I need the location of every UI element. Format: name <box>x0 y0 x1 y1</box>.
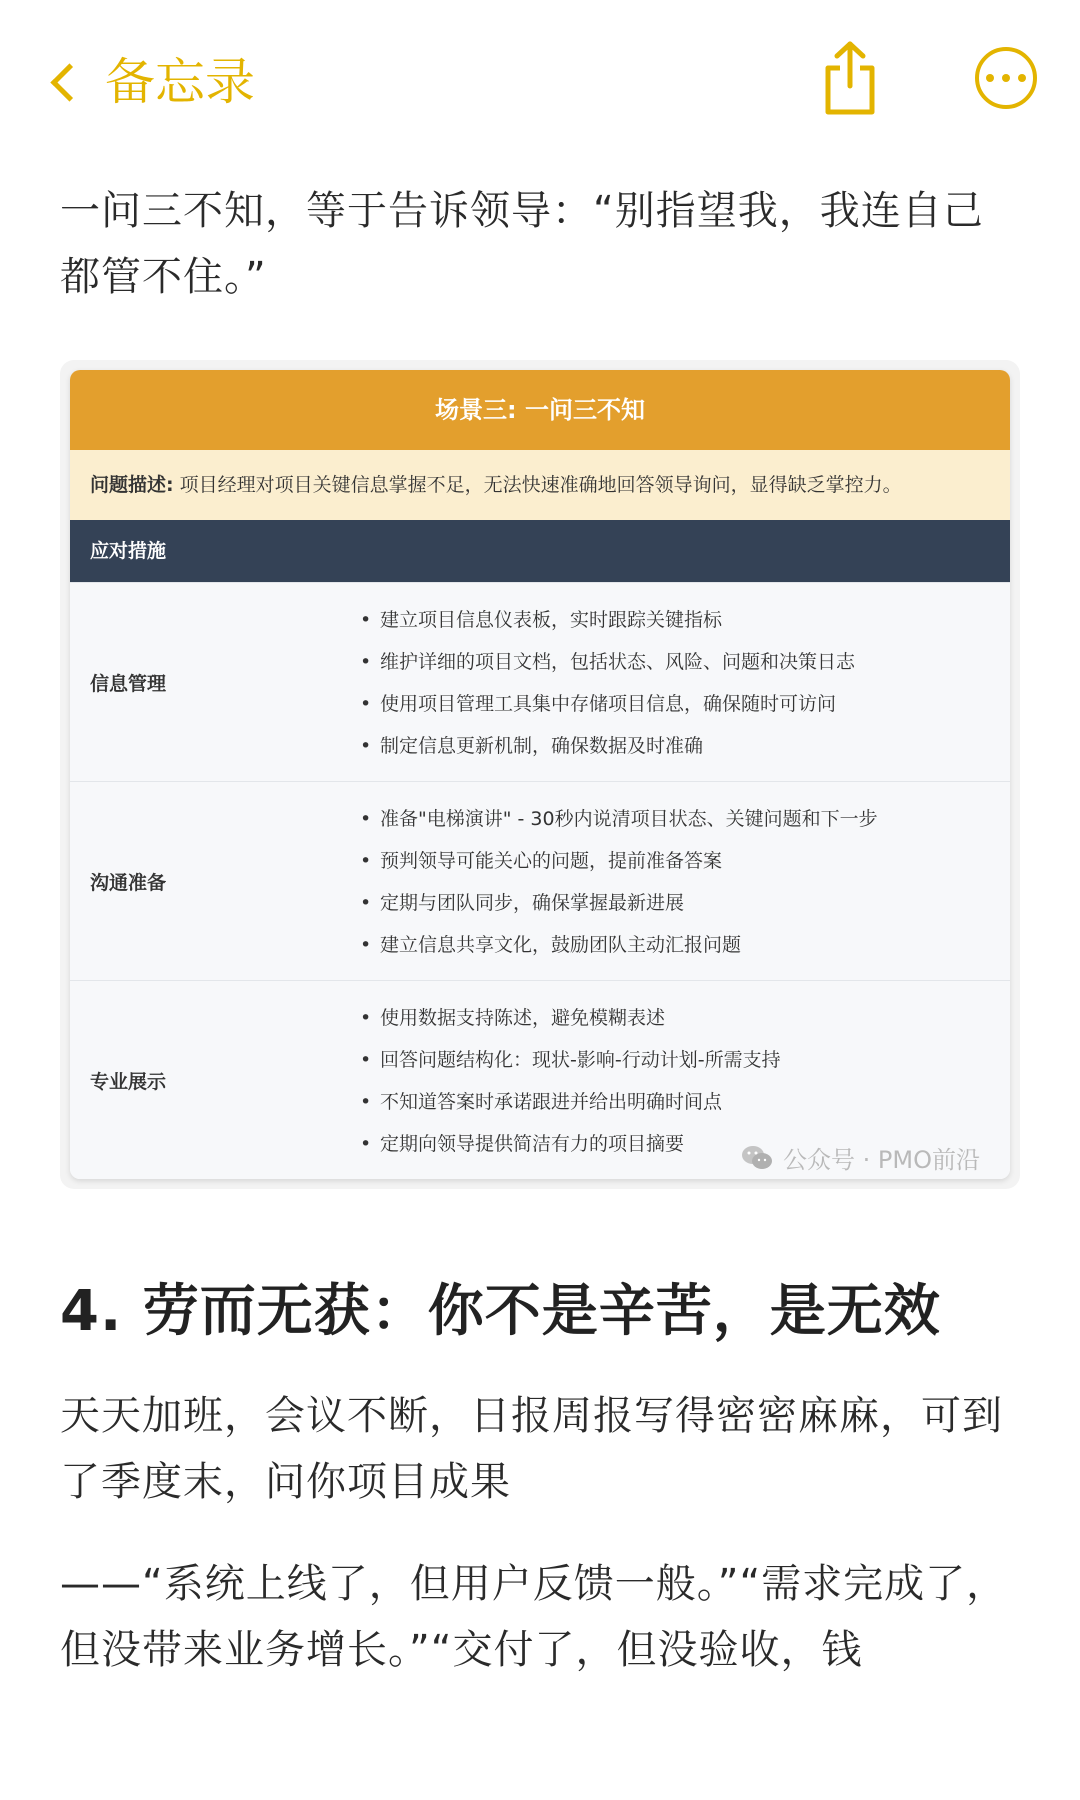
row-label: 沟通准备 <box>90 871 167 894</box>
back-button[interactable] <box>44 52 255 112</box>
more-options-button[interactable] <box>975 47 1037 109</box>
list-item: • 定期向领导提供简洁有力的项目摘要 <box>360 1123 781 1165</box>
list-item: • 定期与团队同步，确保掌握最新进展 <box>360 882 878 924</box>
problem-text: 项目经理对项目关键信息掌握不足，无法快速准确地回答领导询问，显得缺乏掌控力。 <box>173 474 902 496</box>
measure-row <box>70 781 1010 980</box>
list-item: • 准备"电梯演讲" - 30秒内说清项目状态、关键问题和下一步 <box>360 798 878 840</box>
list-item: • 建立项目信息仪表板，实时跟踪关键指标 <box>360 599 855 641</box>
measure-list <box>360 981 781 1179</box>
dot-icon <box>1018 74 1026 82</box>
scenario-card <box>70 370 1010 1179</box>
problem-label: 问题描述: <box>90 474 174 496</box>
measure-row <box>70 582 1010 781</box>
share-icon[interactable] <box>820 38 880 118</box>
card-title: 场景三: 一问三不知 <box>70 370 1010 450</box>
intro-paragraph: 一问三不知，等于告诉领导：“别指望我，我连自己都管不住。” <box>60 188 984 300</box>
problem-description <box>70 450 1010 520</box>
section-heading: 4. 劳而无获：你不是辛苦，是无效 <box>60 1279 941 1344</box>
row-label: 专业展示 <box>90 1070 167 1093</box>
list-item: • 使用项目管理工具集中存储项目信息，确保随时可访问 <box>360 683 855 725</box>
watermark <box>741 1140 980 1175</box>
list-item: • 维护详细的项目文档，包括状态、风险、问题和决策日志 <box>360 641 855 683</box>
measure-list <box>360 782 878 980</box>
measure-list <box>360 583 855 781</box>
list-item: • 使用数据支持陈述，避免模糊表述 <box>360 997 781 1039</box>
note-body <box>0 178 1080 1683</box>
body-paragraph: 天天加班，会议不断，日报周报写得密密麻麻，可到了季度末，问你项目成果 <box>60 1393 1003 1505</box>
measures-header: 应对措施 <box>70 520 1010 582</box>
list-item: • 制定信息更新机制，确保数据及时准确 <box>360 725 855 767</box>
list-item: • 建立信息共享文化，鼓励团队主动汇报问题 <box>360 924 878 966</box>
chevron-left-icon <box>50 63 88 101</box>
list-item: • 回答问题结构化：现状-影响-行动计划-所需支持 <box>360 1039 781 1081</box>
body-paragraph: ——“系统上线了，但用户反馈一般。”“需求完成了，但没带来业务增长。”“交付了，但没验收，钱 <box>60 1561 1008 1673</box>
back-label: 备忘录 <box>105 53 255 111</box>
list-item: • 预判领导可能关心的问题，提前准备答案 <box>360 840 878 882</box>
watermark-text: 公众号 · PMO前沿 <box>783 1146 980 1174</box>
embedded-image <box>60 360 1020 1189</box>
list-item: • 不知道答案时承诺跟进并给出明确时间点 <box>360 1081 781 1123</box>
wechat-icon <box>741 1145 773 1171</box>
dot-icon <box>986 74 994 82</box>
row-label: 信息管理 <box>90 672 167 695</box>
dot-icon <box>1002 74 1010 82</box>
measure-row <box>70 980 1010 1179</box>
navigation-bar <box>0 0 1080 170</box>
